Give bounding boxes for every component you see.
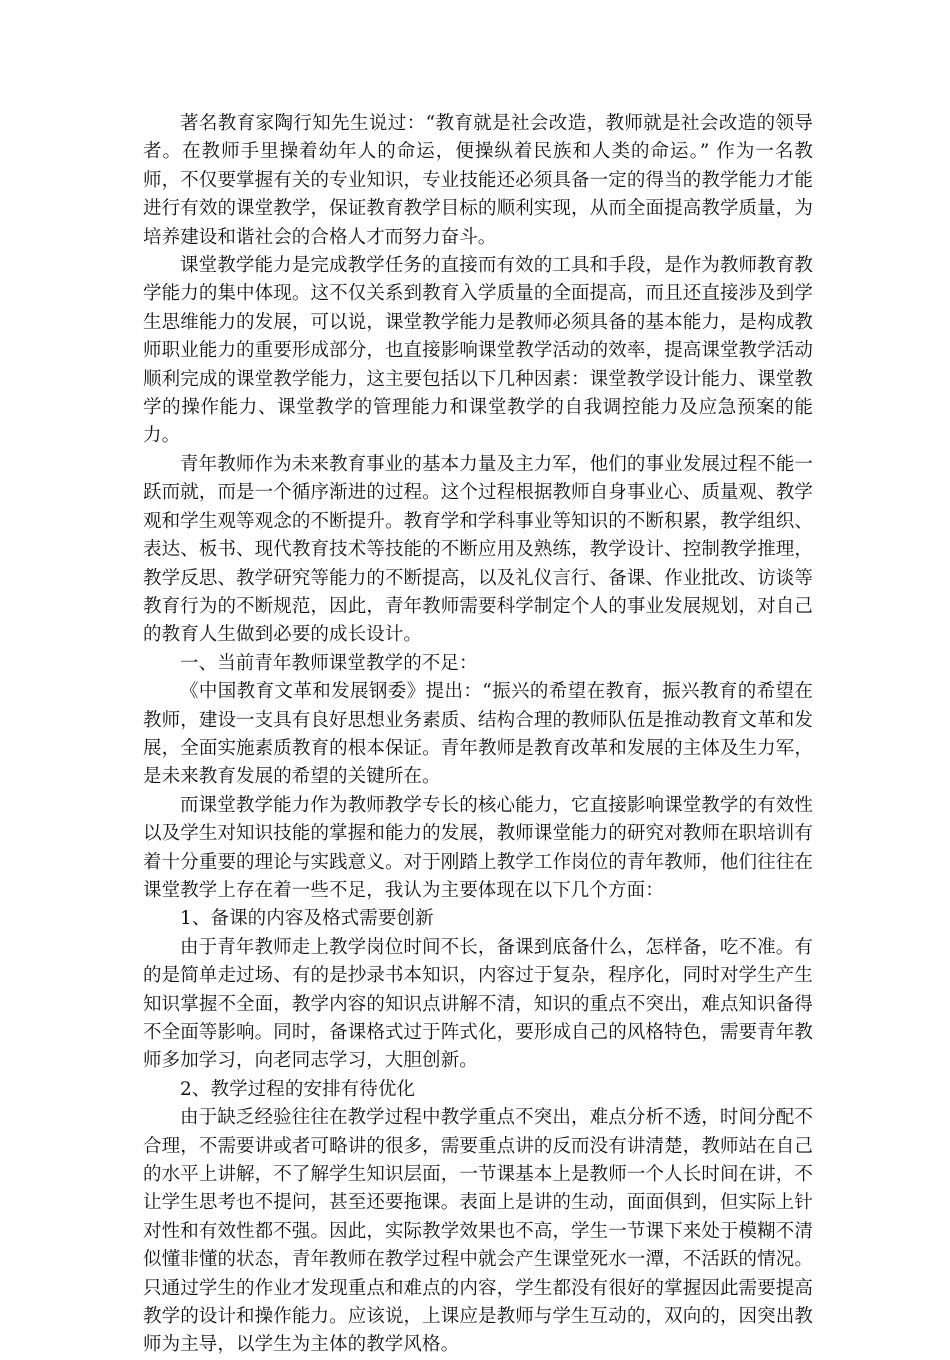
paragraph-core-ability: 而课堂教学能力作为教师教学专长的核心能力，它直接影响课堂教学的有效性以及学生对知识技能的掌握和能力的发展，教师课堂能力的研究对教师在职培训有着十分重要的理论与实践意义。对于刚踏上教学工作岗位的青年教师，他们往往在课堂教学上存在着一些不足，我认为主要体现在以下几个方面： bbox=[143, 794, 813, 901]
section-heading-shortcomings: 一、当前青年教师课堂教学的不足： bbox=[180, 652, 478, 674]
paragraph-lesson-prep: 由于青年教师走上教学岗位时间不长，备课到底备什么，怎样备，吃不准。有的是简单走过场、有的是抄录书本知识，内容过于复杂，程序化，同时对学生产生知识掌握不全面，教学内容的知识点讲解不清，知识的重点不突出，难点知识备得不全面等影响。同时，备课格式过于阵式化，要形成自己的风格特色，需要青年教师多加学习，向老同志学习，大胆创新。 bbox=[143, 936, 813, 1072]
paragraph-teaching-process: 由于缺乏经验往往在教学过程中教学重点不突出，难点分析不透，时间分配不合理，不需要讲或者可略讲的很多，需要重点讲的反而没有讲清楚，教师站在自己的水平上讲解，不了解学生知识层面，一节课基本上是教师一个人长时间在讲，不让学生思考也不提问，甚至还要拖课。表面上是讲的生动，面面俱到，但实际上针对性和有效性都不强。因此，实际教学效果也不高，学生一节课下来处于模糊不清似懂非懂的状态，青年教师在教学过程中就会产生课堂死水一潭，不活跃的情况。只通过学生的作业才发现重点和难点的内容，学生都没有很好的掌握因此需要提高教学的设计和操作能力。应该说，上课应是教师与学生互动的，双向的，因突出教师为主导，以学生为主体的教学风格。 bbox=[143, 1107, 813, 1356]
paragraph-education-outline: 《中国教育文革和发展钢委》提出：“振兴的希望在教育，振兴教育的希望在教师，建设一支具有良好思想业务素质、结构合理的教师队伍是推动教育文革和发展，全面实施素质教育的根本保证。青年教师是教育改革和发展的主体及生力军，是未来教育发展的希望的关键所在。 bbox=[143, 681, 813, 788]
paragraph-intro: 著名教育家陶行知先生说过：“教育就是社会改造，教师就是社会改造的领导者。在教师手里操着幼年人的命运，便操纵着民族和人类的命运。” 作为一名教师，不仅要掌握有关的专业知识，专业技能还必须具备一定的得当的教学能力才能进行有效的课堂教学，保证教育教学目标的顺利实现，从而全面提高教学质量，为培养建设和谐社会的合格人才而努力奋斗。 bbox=[143, 113, 813, 248]
paragraph-classroom-ability: 课堂教学能力是完成教学任务的直接而有效的工具和手段，是作为教师教育教学能力的集中体现。这不仅关系到教育入学质量的全面提高，而且还直接涉及到学生思维能力的发展，可以说，课堂教学能力是教师必须具备的基本能力，是构成教师职业能力的重要形成部分，也直接影响课堂教学活动的效率，提高课堂教学活动顺利完成的课堂教学能力，这主要包括以下几种因素：课堂教学设计能力、课堂教学的操作能力、课堂教学的管理能力和课堂教学的自我调控能力及应急预案的能力。 bbox=[143, 255, 813, 447]
subheading-teaching-process: 2、教学过程的安排有待优化 bbox=[180, 1078, 416, 1100]
paragraph-young-teachers: 青年教师作为未来教育事业的基本力量及主力军，他们的事业发展过程不能一跃而就，而是一个循序渐进的过程。这个过程根据教师自身事业心、质量观、教学观和学生观等观念的不断提升。教育学和学科事业等知识的不断积累，教学组织、表达、板书、现代教育技术等技能的不断应用及熟练，教学设计、控制教学推理，教学反思、教学研究等能力的不断提高，以及礼仪言行、备课、作业批改、访谈等教育行为的不断规范，因此，青年教师需要科学制定个人的事业发展规划，对自己的教育人生做到必要的成长设计。 bbox=[143, 453, 813, 646]
subheading-lesson-prep: 1、备课的内容及格式需要创新 bbox=[180, 908, 434, 930]
